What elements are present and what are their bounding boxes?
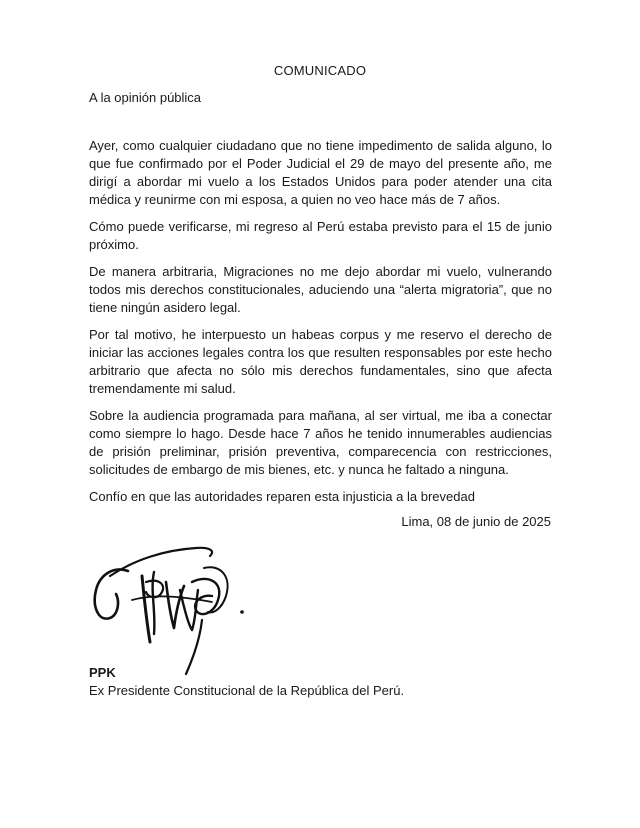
handwritten-signature (84, 538, 254, 678)
place-date: Lima, 08 de junio de 2025 (401, 514, 551, 529)
signer-block (89, 664, 404, 700)
salutation: A la opinión pública (89, 90, 202, 105)
paragraph-5: Sobre la audiencia programada para mañana, al ser virtual, me iba a conectar como siempre lo hago. Desde hace 7 años he tenido innumerables audiencias de prisión preliminar, prisión preventiva, comparecencia con restricciones, solicitudes de embargo de mis bienes, etc. y nunca he faltado a ninguna. (89, 408, 552, 477)
paragraph-3: De manera arbitraria, Migraciones no me dejo abordar mi vuelo, vulnerando todos mis derechos constitucionales, aduciendo una “alerta migratoria”, que no tiene ningún asidero legal. (89, 264, 552, 315)
signer-title: Ex Presidente Constitucional de la República del Perú. (89, 683, 405, 698)
document-title: COMUNICADO (273, 63, 367, 78)
paragraph-2: Cómo puede verificarse, mi regreso al Perú estaba previsto para el 15 de junio próximo. (89, 219, 552, 252)
paragraph-1: Ayer, como cualquier ciudadano que no tiene impedimento de salida alguno, lo que fue confirmado por el Poder Judicial el 29 de mayo del presente año, me dirigí a abordar mi vuelo a los Estados Unidos para poder atender una cita médica y reunirme con mi esposa, a quien no veo hace más de 7 años. (89, 138, 552, 207)
document-body (89, 137, 552, 515)
paragraph-6: Confío en que las autoridades reparen esta injusticia a la brevedad (89, 489, 475, 504)
paragraph-4: Por tal motivo, he interpuesto un habeas corpus y me reservo el derecho de iniciar las acciones legales contra los que resulten responsables por este hecho arbitrario que afecta no sólo mis derechos fundamentales, sino que afecta tremendamente mi salud. (89, 327, 552, 396)
signer-name: PPK (89, 665, 116, 680)
